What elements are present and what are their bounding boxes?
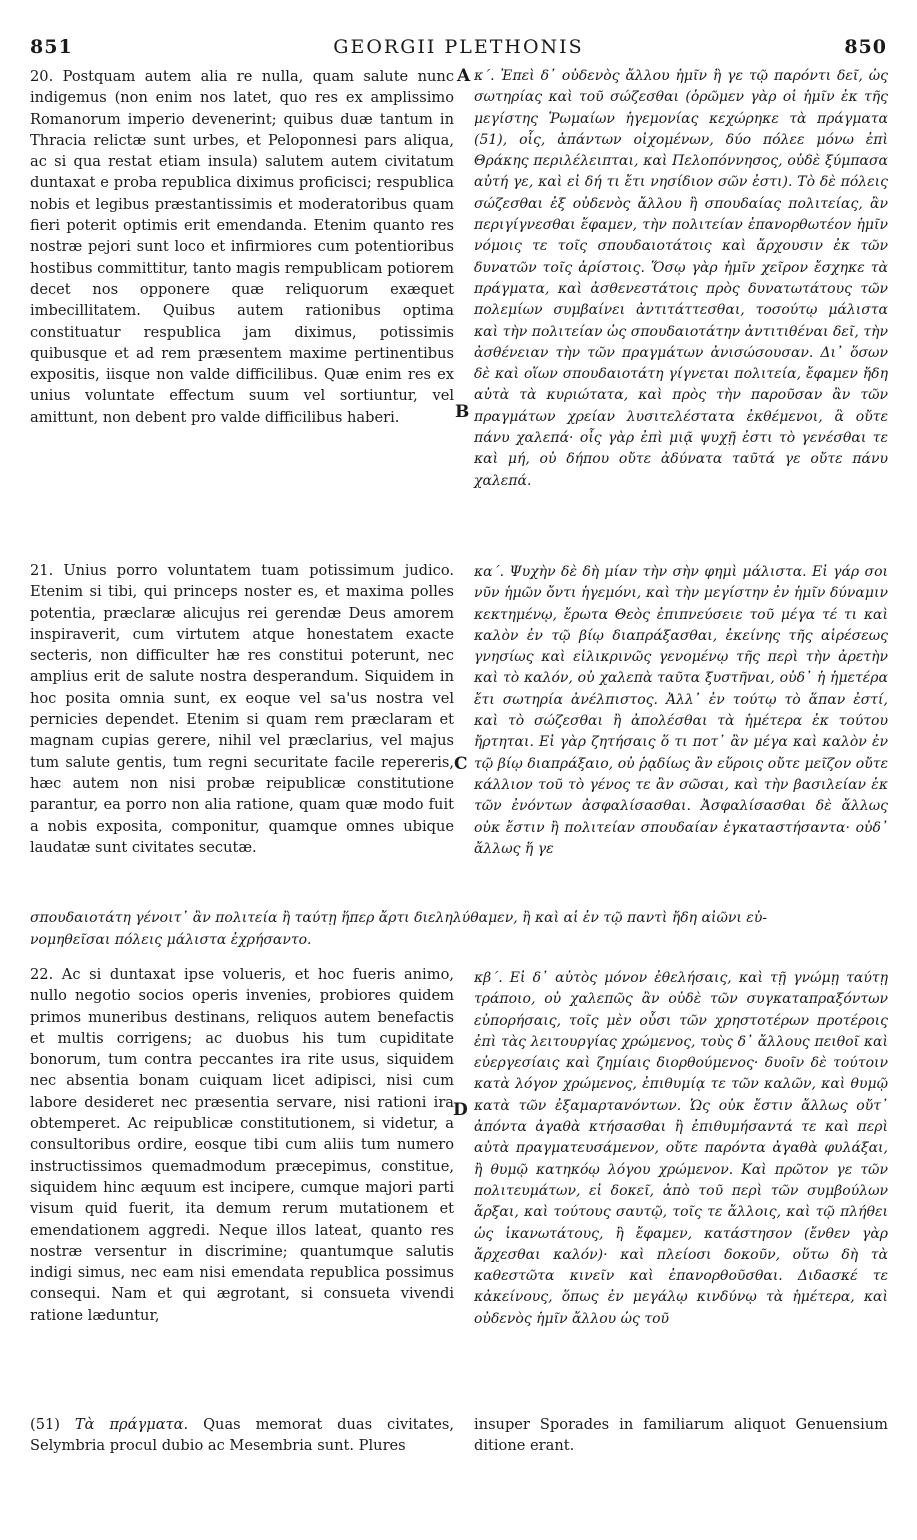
greek-paragraph-21: κα΄. Ψυχὴν δὲ δὴ μίαν τὴν σὴν φημὶ μάλιστα. Εἰ γάρ σοι νῦν ἡμῶν ὄντι ἡγεμόνι, καὶ τὴν μεγίστην ἐν ἡμῖν δύναμιν κεκτημένῳ, ἔρωτα Θεὸς ἐπιπνεύσειε τοῦ μέγα τέ τι καὶ καλὸν ἐν τῷ βίῳ διαπράξασθαι, ἐκείνης τῆς αἱρέσεως γνησίως καὶ εἰλικρινῶς γενομένῳ τῆς περὶ τὴν ἀρετὴν καὶ τὸ καλόν, οὐ χαλεπὰ ταῦτα ξυστῆναι, οὐδ᾽ ἡ ἡμετέρα ἔτι σωτηρία ἀνέλπιστος. Ἀλλ᾽ ἐν τούτῳ τὸ ἅπαν ἐστί, καὶ τὸ σώζεσθαι ἢ ἀπολέσθαι τὰ ἡμέτερα ἐκ τούτου ἤρτηται. Εἰ γὰρ ζητήσαις ὅ τι ποτ᾽ ἂν μέγα καὶ καλὸν ἐν τῷ βίῳ διαπράξαιο, οὐ ῥᾳδίως ἂν εὕροις οὔτε μεῖζον οὔτε κάλλιον τοῦ τὸ γένος τε ἂν σῶσαι, καὶ τὴν βασιλείαν ἐκ τῶν ἐνόντων ἀσφαλίσασθαι. Ἀσφαλίσασθαι δὲ ἄλλως οὐκ ἔστιν ἢ πολιτείαν σπουδαίαν ἐγκαταστήσαντα· οὐδ᾽ ἄλλως ἥ γε (474, 564, 888, 857)
margin-marker-a: A (457, 66, 471, 86)
latin-paragraph-21: 21. Unius porro voluntatem tuam potissimum judico. Etenim si tibi, qui princeps noster es, et maxima polles potentia, præclaræ alicujus rei gerendæ Deus amorem inspiraverit, cum virtutem atque honestatem exacte secteris, non difficulter hæ res constitui poterunt, nec amplius erit de salute nostra desperandum. Siquidem in hoc posita omnia sunt, ex eoque vel sa'us nostra vel pernicies dependet. Etenim si quam rem præclaram et magnam cupias gerere, nihil vel præclarius, vel majus tum salute gentis, tum regni securitate facile repereris, hæc autem non nisi probæ reipublicæ constitutione parantur, ea porro non alia ratione, quam quæ modo fuit a nobis exposita, componitur, quamque omnes ubique laudatæ sunt civitates secutæ. (30, 562, 454, 856)
greek-column-section-20 (474, 66, 888, 492)
greek-column-section-21 (474, 562, 888, 860)
footnote-right-text: insuper Sporades in familiarum aliquot Genuensium ditione erant. (474, 1416, 888, 1454)
footnote-ref: (51) (30, 1416, 60, 1433)
latin-column-section-22 (30, 964, 454, 1326)
footnote-left-text: Quas memorat duas civitates, Selymbria procul dubio ac Mesembria sunt. Plures (30, 1416, 454, 1454)
running-head (30, 36, 887, 62)
latin-column-section-20 (30, 66, 454, 428)
greek-paragraph-22: κβ΄. Εἰ δ᾽ αὐτὸς μόνον ἐθελήσαις, καὶ τῇ γνώμῃ ταύτῃ τράποιο, οὐ χαλεπῶς ἂν οὐδὲ τῶν συγκαταπραξόντων εὐπορήσαις, τοῖς μὲν οὖσι τῶν χρηστοτέρων προτέροις ἐπὶ τὰς λειτουργίας χρώμενος, τοὺς δ᾽ ἄλλους πειθοῖ καὶ εὐεργεσίαις καὶ ζημίαις διορθούμενος· δυοῖν δὲ τούτοιν κατὰ λόγον χρώμενος, ἐπιθυμίᾳ τε τῶν καλῶν, καὶ θυμῷ κατὰ τῶν ἐξαμαρτανόντων. Ὡς οὐκ ἔστιν ἄλλως οὔτ᾽ ἀπόντα ἀγαθὰ κτήσασθαι ἢ ἐπιθυμήσαντά τε καὶ περὶ αὐτὰ πραγματευσάμενον, οὔτε παρόντα ἀγαθὰ φυλάξαι, ἢ θυμῷ κατηκόῳ λόγου χρώμενον. Καὶ πρῶτον γε τῶν πολιτευμάτων, εἰ δοκεῖ, ἀπὸ τοῦ περὶ τῶν συμβούλων ἄρξαι, καὶ τούτους σαυτῷ, τοῖς τε ἄλλοις, καὶ τῷ πλήθει ὡς ἱκανωτάτους, ἢ ἔφαμεν, κατάστησον (ἔνθεν γὰρ ἄρχεσθαι καλόν)· καὶ πλείοσι δοκοῦν, οὕτω δὴ τὰ καθεστῶτα κινεῖν καὶ ἐπανορθοῦσθαι. Διδασκέ τε κἀκείνους, ὅπως ἐν μεγάλῳ κινδύνῳ τὰ ἡμέτερα, καὶ οὐδενὸς ἡμῖν ἄλλου ὡς τοῦ (474, 970, 888, 1327)
greek-paragraph-20: κ΄. Ἐπεὶ δ᾽ οὐδενὸς ἄλλου ἡμῖν ἢ γε τῷ παρόντι δεῖ, ὡς σωτηρίας καὶ τοῦ σώζεσθαι (ὁρῶμεν γὰρ οἱ ἡμῖν ἐκ τῆς μεγίστης Ῥωμαίων ἡγεμονίας κεχώρηκε τὰ πράγματα (51), οἷς, ἁπάντων οἰχομένων, δύο πόλεε μόνω ἐπὶ Θράκης περιλέλειπται, καὶ Πελοπόννησος, οὐδὲ ξύμπασα αὐτή γε, καὶ εἰ δή τι ἔτι νησίδιον σῶν ἐστι). Τὸ δὲ πόλεις σώζεσθαι ἐξ οὐδενὸς ἄλλου ἢ σπουδαίας πολιτείας, ἂν περιγίγνεσθαι ἔφαμεν, τὴν πολιτείαν ἐπανορθωτέον ἡμῖν νόμοις τε τοῖς σπουδαιοτάτοις καὶ ἄρχουσιν ἐκ τῶν δυνατῶν τοῖς ἀρίστοις. Ὅσῳ γὰρ ἡμῖν χεῖρον ἔσχηκε τὰ πράγματα, καὶ ἀσθενεστάτοις πρὸς δυνατωτάτους τῶν πολεμίων συμβαίνει ἀντιτάττεσθαι, τοσούτῳ μάλιστα καὶ τὴν πολιτείαν ὡς σπουδαιοτάτην ἀντιτιθέναι δεῖ, τὴν ἀσθένειαν τὴν τῶν πραγμάτων ἀνισώσουσαν. Δι᾽ ὅσων δὲ καὶ οἵων σπουδαιοτάτη γίγνεται πολιτεία, ἔφαμεν ἤδη αὐτὰ τὰ κυριώτατα, καὶ πρὸς τὴν παροῦσαν ἂν τῶν πραγμάτων χρείαν λυσιτελέστατα ἐκθέμενοι, ἃ οὔτε πάνυ χαλεπά· οἷς γὰρ ἐπὶ μιᾷ ψυχῇ ἐστι τὸ γενέσθαι τε καὶ μή, οὐ δήπου οὔτε ἀδύνατα ταῦτά γε οὔτε πάνυ χαλεπά. (474, 68, 888, 489)
latin-paragraph-20: 20. Postquam autem alia re nulla, quam salute nunc indigemus (non enim nos latet, quo res ex amplissimo Romanorum imperio devenerint; quibus duæ tantum in Thracia relictæ sunt urbes, et Peloponnesi pars aliqua, ac si qua restat etiam insula) salutem autem civitatum duntaxat e proba republica diximus proficisci; respublica nobis et legibus præstantissimis et moderatoribus quam fieri poterit optimis erit emendanda. Etenim quanto res nostræ pejori sunt loco et infirmiores cum potentioribus hostibus committitur, tanto magis rempublicam potiorem decet nos opponere quæ reliquorum exæquet imbecillitatem. Quibus autem rationibus optima constituatur respublica jam diximus, potissimis quibusque et ad rem præsentem maxime pertinentibus expositis, iisque non valde difficilibus. Quæ enim res ex unius voluntate effectum suum vel sortiuntur, vel amittunt, non debent pro valde difficilibus haberi. (30, 68, 454, 426)
margin-marker-b: B (455, 402, 470, 422)
greek-column-section-22 (474, 968, 888, 1330)
running-title: GEORGII PLETHONIS (333, 36, 584, 58)
footnote-right (474, 1414, 888, 1456)
footnote-greek-phrase: Τὰ πράγματα. (74, 1416, 189, 1433)
latin-paragraph-22: 22. Ac si duntaxat ipse volueris, et hoc fueris animo, nullo negotio socios operis invenies, probiores quidem primos muneribus destinans, reliquos autem benefactis et multis corrigens; ac duobus his tum cupiditate bonorum, tum contra peccantes ira rite usus, siquidem nec absentia bonam cuiquam licet adipisci, nisi cum labore desideret nec præsentia servare, nisi rationi ira obtemperet. Ac reipublicæ constitutionem, si videtur, a consultoribus ordire, eosque tibi cum aliis tum numero instructissimos quemadmodum præcepimus, constitue, siquidem hinc æquum est incipere, cumque majori parti visum quid fuerit, ita demum rerum mutationem et emendationem aggredi. Neque illos lateat, quanto res nostræ versentur in discrimine; quantumque salutis indigi simus, nec eam nisi emendata republica possimus consequi. Nam et qui ægrotant, si consueta vivendi ratione læduntur, (30, 966, 454, 1324)
spanning-greek-line-2: νομηθεῖσαι πόλεις μάλιστα ἐχρήσαντο. (30, 932, 312, 948)
right-page-number: 850 (844, 36, 887, 58)
left-page-number: 851 (30, 36, 73, 58)
spanning-greek-line-1: σπουδαιοτάτη γένοιτ᾽ ἂν πολιτεία ἢ ταύτῃ ἥπερ ἄρτι διεληλύθαμεν, ἢ καὶ αἱ ἐν τῷ παντὶ ἤδη αἰῶνι εὐ- (30, 910, 768, 926)
margin-marker-c: C (454, 754, 468, 774)
margin-marker-d: D (453, 1100, 468, 1120)
footnote-left (30, 1414, 454, 1456)
latin-column-section-21 (30, 560, 454, 858)
